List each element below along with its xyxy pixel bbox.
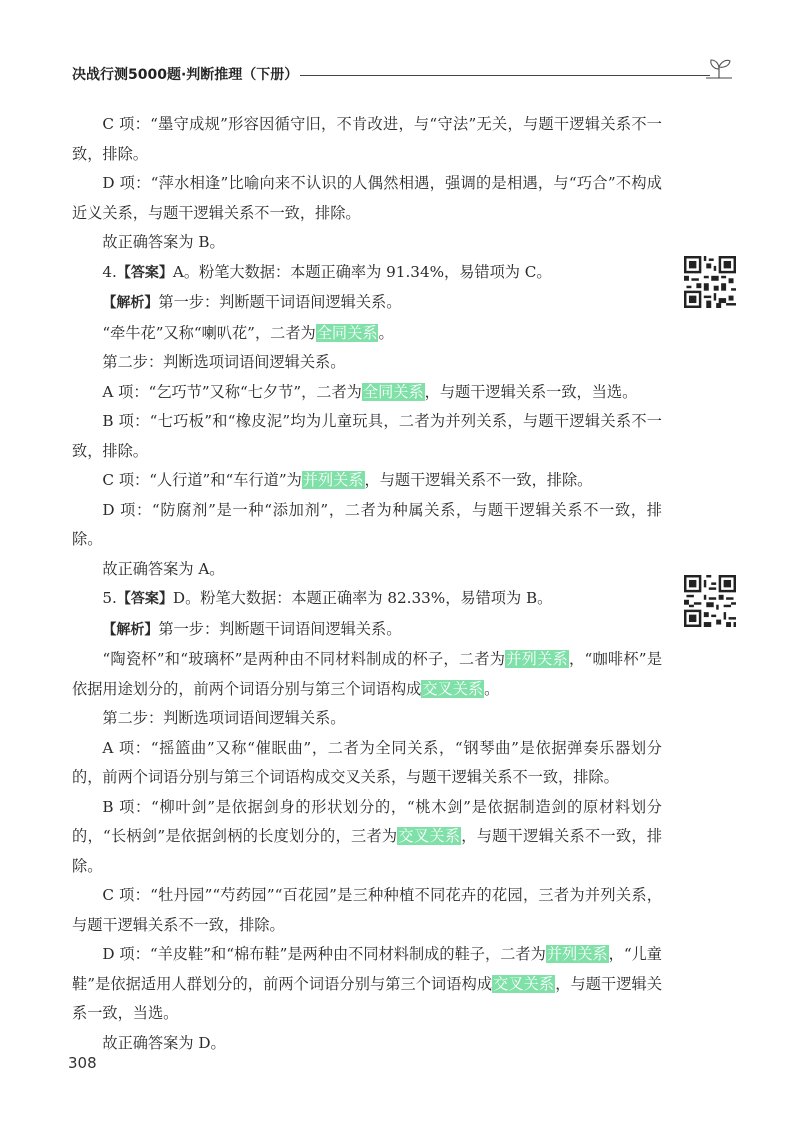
q4-stem-relation	[72, 319, 662, 349]
q4-analysis	[72, 288, 662, 319]
answer-line: 故正确答案为 B。	[102, 233, 225, 251]
text-run: ，“儿童鞋”是依据适用人群划分的，前两个词语分别与第三个词语构成	[72, 945, 662, 993]
q5-answer	[72, 584, 662, 615]
q4-option-d: D 项：“防腐剂”是一种“添加剂”，二者为种属关系，与题干逻辑关系不一致，排除。	[72, 500, 662, 548]
highlight: 交叉关系	[422, 679, 484, 698]
q5-option-c: C 项：“牡丹园”“芍药园”“百花园”是三种种植不同花卉的花园，三者为并列关系，与题干逻辑关系不一致，排除。	[72, 886, 662, 934]
qr-code-icon[interactable]	[684, 575, 736, 627]
answer-tag: 【答案】	[116, 264, 173, 281]
q4-option-b: B 项：“七巧板”和“橡皮泥”均为儿童玩具，二者为并列关系，与题干逻辑关系不一致，排除。	[72, 412, 662, 460]
highlight: 交叉关系	[398, 827, 461, 845]
analysis-tag: 【解析】	[102, 295, 159, 311]
q5-step-two: 第二步：判断选项词语间逻辑关系。	[102, 709, 346, 727]
q4-option-c	[72, 466, 662, 496]
text-run: B 项：“柳叶剑”是依据剑身的形状划分的，“桃木剑”是依据制造剑的原材料划分的，“长柄剑”是依据剑柄的长度划分的，三者为	[72, 797, 662, 845]
q5-option-a: A 项：“摇篮曲”又称“催眠曲”，二者为全同关系，“钢琴曲”是依据弹奏乐器划分的，前两个词语分别与第三个词语构成交叉关系，与题干逻辑关系不一致，排除。	[72, 738, 662, 786]
highlight: 并列关系	[506, 650, 568, 668]
qr-code-icon[interactable]	[684, 256, 736, 308]
highlight: 全同关系	[316, 323, 378, 342]
text-run: ，“咖啡杯”是依据用途划分的，前两个词语分别与第三个词语构成	[72, 650, 663, 698]
q4-answer	[72, 258, 662, 289]
text-run: “牵牛花”又称“喇叭花”，二者为	[102, 323, 316, 342]
q4-option-a	[72, 378, 662, 408]
answer-tag: 【答案】	[116, 591, 173, 607]
text-run: ，与题干逻辑关系一致，当选。	[424, 382, 638, 401]
q5-stem-relation	[72, 645, 662, 704]
text-run: ，与题干逻辑关系不一致，排除。	[364, 471, 593, 489]
q5-option-b	[72, 793, 662, 882]
header-rule	[300, 75, 710, 76]
sprout-icon	[706, 56, 732, 80]
text-run: “陶瓷杯”和“玻璃杯”是两种由不同材料制成的杯子，二者为	[102, 650, 506, 668]
highlight: 全同关系	[362, 382, 424, 401]
q5-analysis-text: 第一步：判断题干词语间逻辑关系。	[158, 619, 402, 638]
option-d-text: D 项：“萍水相逢”比喻向来不认识的人偶然相遇，强调的是相遇，与“巧合”不构成近义关系，与题干逻辑关系不一致，排除。	[72, 174, 662, 222]
running-header	[72, 64, 732, 86]
text-run: 。	[484, 679, 500, 698]
highlight: 交叉关系	[493, 974, 555, 993]
header-title: 决战行测5000题·判断推理（下册）	[72, 67, 299, 83]
q4-step-two: 第二步：判断选项词语间逻辑关系。	[102, 353, 346, 371]
text-run: D 项：“羊皮鞋”和“棉布鞋”是两种由不同材料制成的鞋子，二者为	[102, 945, 546, 963]
page-number: 308	[68, 1054, 97, 1072]
text-run: C 项：“人行道”和“车行道”为	[102, 471, 302, 489]
q5-final-answer: 故正确答案为 D。	[102, 1033, 226, 1052]
q5-analysis	[72, 615, 662, 646]
text-run: 。	[378, 323, 394, 342]
page-content	[72, 110, 662, 1058]
text-run: A 项：“乞巧节”又称“七夕节”，二者为	[102, 382, 362, 401]
analysis-tag: 【解析】	[102, 621, 159, 638]
q4-final-answer: 故正确答案为 A。	[102, 559, 225, 578]
highlight: 并列关系	[302, 471, 364, 489]
q5-number: 5.	[102, 589, 117, 607]
q5-option-d	[72, 940, 662, 1029]
q5-answer-text: D。粉笔大数据：本题正确率为 82.33%，易错项为 B。	[172, 589, 553, 607]
highlight: 并列关系	[546, 945, 608, 963]
text-run: ，与题干逻辑关系不一致，排除。	[72, 827, 663, 875]
text-run: ，与题干逻辑关系一致，当选。	[72, 974, 663, 1022]
q4-analysis-text: 第一步：判断题干词语间逻辑关系。	[158, 293, 402, 311]
q4-number: 4.	[102, 262, 117, 281]
option-c-text: C 项：“墨守成规”形容因循守旧，不肯改进，与“守法”无关，与题干逻辑关系不一致，排除。	[72, 115, 662, 163]
q4-answer-text: A。粉笔大数据：本题正确率为 91.34%，易错项为 C。	[172, 262, 552, 281]
